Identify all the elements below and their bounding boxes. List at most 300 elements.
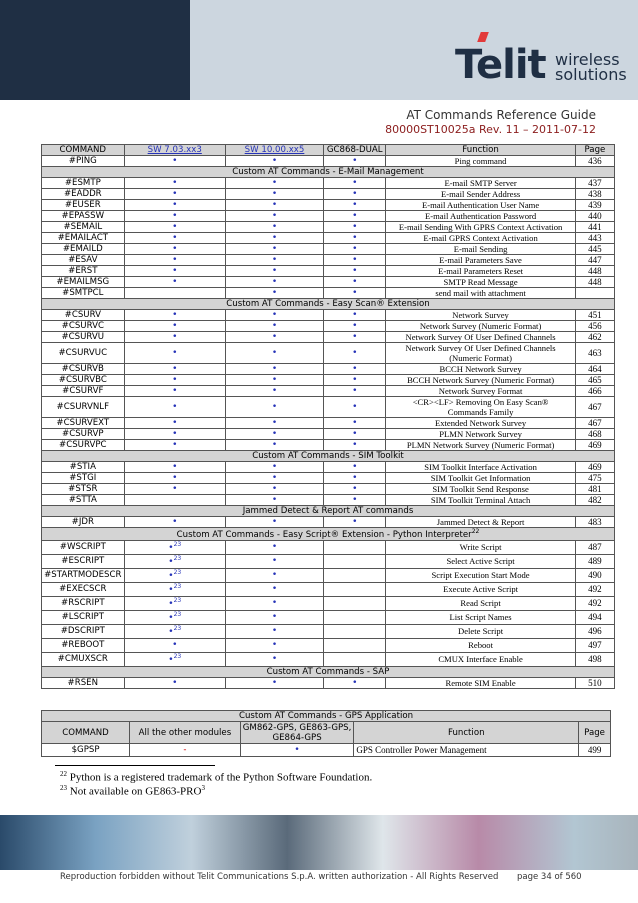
availability-dot: • — [225, 266, 323, 277]
availability-dot — [324, 540, 386, 554]
availability-dot: • — [324, 255, 386, 266]
page-cell: 437 — [575, 178, 614, 189]
page-cell: 441 — [575, 222, 614, 233]
function-cell: Write Script — [386, 540, 576, 554]
command-cell: #CSURV — [42, 310, 125, 321]
availability-dot: • — [324, 222, 386, 233]
table-row — [42, 624, 615, 638]
availability-dot: •$^{23}$ — [124, 652, 225, 666]
footer-page-number: page 34 of 560 — [517, 872, 582, 882]
function-cell: PLMN Network Survey — [386, 429, 576, 440]
availability-dot: • — [225, 310, 323, 321]
availability-dot: • — [225, 288, 323, 299]
function-cell: Select Active Script — [386, 554, 576, 568]
command-cell: #CSURVB — [42, 364, 125, 375]
availability-dot: • — [124, 200, 225, 211]
availability-dot: • — [225, 189, 323, 200]
logo-tagline: wireless solutions — [555, 50, 627, 84]
table-row — [42, 211, 615, 222]
function-cell: Extended Network Survey — [386, 418, 576, 429]
availability-cell: - — [130, 744, 241, 757]
page-cell: 443 — [575, 233, 614, 244]
page-cell: 438 — [575, 189, 614, 200]
function-cell: Read Script — [386, 596, 576, 610]
table-row — [42, 233, 615, 244]
availability-dot: •$^{23}$ — [124, 610, 225, 624]
page-cell: 440 — [575, 211, 614, 222]
function-cell: E-mail Authentication User Name — [386, 200, 576, 211]
availability-dot: • — [225, 677, 323, 688]
command-cell: #REBOOT — [42, 638, 125, 652]
function-cell: Network Survey — [386, 310, 576, 321]
availability-dot: • — [124, 677, 225, 688]
page-cell: 436 — [575, 156, 614, 167]
command-cell: #CSURVP — [42, 429, 125, 440]
command-cell: #ESCRIPT — [42, 554, 125, 568]
function-cell: E-mail Sending — [386, 244, 576, 255]
page-cell: 451 — [575, 310, 614, 321]
col-gc868: GC868-DUAL — [324, 145, 386, 156]
table-row — [42, 517, 615, 528]
function-cell: PLMN Network Survey (Numeric Format) — [386, 440, 576, 451]
table-row — [42, 473, 615, 484]
command-cell: #JDR — [42, 517, 125, 528]
footnote-22: $^{22}$ Python is a registered trademark of the Python Software Foundation. — [60, 770, 373, 784]
availability-dot: • — [124, 156, 225, 167]
section-header-row — [42, 299, 615, 310]
function-cell: GPS Controller Power Management — [354, 744, 579, 757]
page-cell: 456 — [575, 321, 614, 332]
availability-dot: • — [225, 277, 323, 288]
table-row — [42, 386, 615, 397]
function-cell: <CR><LF> Removing On Easy Scan® Commands Family — [386, 397, 576, 418]
page-cell: 462 — [575, 332, 614, 343]
availability-dot: • — [124, 375, 225, 386]
availability-dot: • — [225, 244, 323, 255]
availability-dot: • — [124, 178, 225, 189]
page-cell: 467 — [575, 418, 614, 429]
availability-dot — [324, 638, 386, 652]
page-cell: 465 — [575, 375, 614, 386]
availability-dot: •$^{23}$ — [124, 540, 225, 554]
command-cell: #DSCRIPT — [42, 624, 125, 638]
page-cell: 464 — [575, 364, 614, 375]
table-row — [42, 156, 615, 167]
table-row — [42, 554, 615, 568]
availability-dot: • — [124, 473, 225, 484]
logo-accent-icon — [477, 32, 489, 42]
availability-dot: • — [124, 462, 225, 473]
page-cell: 468 — [575, 429, 614, 440]
availability-dot: • — [124, 397, 225, 418]
availability-dot: • — [225, 440, 323, 451]
function-cell: Network Survey Of User Defined Channels (Numeric Format) — [386, 343, 576, 364]
availability-dot: • — [124, 484, 225, 495]
availability-dot: • — [225, 517, 323, 528]
command-cell: #CSURVF — [42, 386, 125, 397]
table-row — [42, 277, 615, 288]
page-cell: 448 — [575, 266, 614, 277]
command-cell: #STSR — [42, 484, 125, 495]
table-row — [42, 638, 615, 652]
command-cell: #PING — [42, 156, 125, 167]
page-cell: 445 — [575, 244, 614, 255]
availability-dot: • — [225, 568, 323, 582]
availability-dot: •$^{23}$ — [124, 568, 225, 582]
command-cell: #CMUXSCR — [42, 652, 125, 666]
availability-dot: •$^{23}$ — [124, 582, 225, 596]
availability-dot: • — [124, 332, 225, 343]
availability-dot: • — [225, 255, 323, 266]
table-row — [42, 418, 615, 429]
page-cell: 487 — [575, 540, 614, 554]
availability-dot — [324, 596, 386, 610]
table-row — [42, 343, 615, 364]
command-cell: #CSURVNLF — [42, 397, 125, 418]
section-header-row — [42, 666, 615, 677]
availability-dot: • — [225, 554, 323, 568]
logo-text: Telit — [455, 42, 546, 88]
availability-dot: • — [124, 222, 225, 233]
command-cell: #STIA — [42, 462, 125, 473]
table-row — [42, 610, 615, 624]
page-cell: 489 — [575, 554, 614, 568]
col-sw-703[interactable]: SW 7.03.xx3 — [124, 145, 225, 156]
page-cell: 439 — [575, 200, 614, 211]
document-title: AT Commands Reference Guide — [406, 108, 596, 122]
availability-dot: •$^{23}$ — [124, 596, 225, 610]
availability-dot: • — [225, 473, 323, 484]
function-cell: E-mail SMTP Server — [386, 178, 576, 189]
availability-dot: •$^{23}$ — [124, 624, 225, 638]
telit-logo — [455, 28, 625, 88]
availability-dot: • — [225, 178, 323, 189]
availability-dot: • — [225, 429, 323, 440]
function-cell: E-mail GPRS Context Activation — [386, 233, 576, 244]
availability-dot: • — [240, 744, 354, 757]
function-cell: Ping command — [386, 156, 576, 167]
page-cell: 467 — [575, 397, 614, 418]
availability-dot: • — [324, 440, 386, 451]
command-cell: #STARTMODESCR — [42, 568, 125, 582]
table-row — [42, 744, 611, 757]
availability-dot: • — [324, 364, 386, 375]
availability-dot: • — [324, 211, 386, 222]
availability-dot: • — [324, 677, 386, 688]
function-cell: send mail with attachment — [386, 288, 576, 299]
availability-dot: • — [124, 321, 225, 332]
col-function: Function — [386, 145, 576, 156]
table-row — [42, 440, 615, 451]
table-row — [42, 244, 615, 255]
table-row — [42, 495, 615, 506]
col-command: COMMAND — [42, 145, 125, 156]
availability-dot: • — [124, 244, 225, 255]
table-row — [42, 652, 615, 666]
page-cell: 466 — [575, 386, 614, 397]
function-cell: Script Execution Start Mode — [386, 568, 576, 582]
availability-dot: • — [324, 277, 386, 288]
availability-dot: • — [225, 332, 323, 343]
availability-dot: • — [225, 652, 323, 666]
availability-dot: • — [324, 343, 386, 364]
availability-dot — [324, 610, 386, 624]
table-row — [42, 332, 615, 343]
availability-dot: • — [124, 277, 225, 288]
page-cell: 463 — [575, 343, 614, 364]
availability-dot: • — [324, 473, 386, 484]
function-cell: E-mail Sender Address — [386, 189, 576, 200]
availability-dot: • — [324, 200, 386, 211]
section-header-row — [42, 167, 615, 178]
availability-dot — [324, 554, 386, 568]
col-gps-modules: GM862-GPS, GE863-GPS, GE864-GPS — [240, 722, 354, 744]
section-header-row — [42, 528, 615, 541]
availability-dot: • — [124, 429, 225, 440]
page-cell: 481 — [575, 484, 614, 495]
command-cell: #CSURVBC — [42, 375, 125, 386]
availability-dot: • — [225, 462, 323, 473]
availability-dot: • — [225, 596, 323, 610]
page-cell: 447 — [575, 255, 614, 266]
availability-dot: • — [324, 321, 386, 332]
page-cell: 492 — [575, 582, 614, 596]
footer-copyright: Reproduction forbidden without Telit Communications S.p.A. written authorization - All Rights Reserved — [60, 872, 499, 882]
page-cell: 469 — [575, 462, 614, 473]
page-cell: 490 — [575, 568, 614, 582]
function-cell: Reboot — [386, 638, 576, 652]
commands-table — [41, 144, 615, 689]
function-cell: BCCH Network Survey (Numeric Format) — [386, 375, 576, 386]
table-row — [42, 397, 615, 418]
command-cell: #EMAILACT — [42, 233, 125, 244]
availability-dot: • — [225, 624, 323, 638]
command-cell: #SMTPCL — [42, 288, 125, 299]
section-title: Custom AT Commands - SAP — [42, 666, 615, 677]
table-row — [42, 364, 615, 375]
page-cell: 494 — [575, 610, 614, 624]
availability-dot: • — [124, 343, 225, 364]
availability-dot: • — [225, 540, 323, 554]
table-row — [42, 288, 615, 299]
page-cell: 499 — [579, 744, 611, 757]
header-dark-panel — [0, 0, 190, 100]
function-cell: E-mail Parameters Save — [386, 255, 576, 266]
function-cell: Execute Active Script — [386, 582, 576, 596]
section-header-row — [42, 451, 615, 462]
availability-dot: • — [225, 343, 323, 364]
availability-dot: • — [124, 266, 225, 277]
availability-dot: • — [225, 364, 323, 375]
command-cell: #LSCRIPT — [42, 610, 125, 624]
function-cell: BCCH Network Survey — [386, 364, 576, 375]
availability-dot: •$^{23}$ — [124, 554, 225, 568]
availability-dot — [124, 288, 225, 299]
command-cell: #CSURVEXT — [42, 418, 125, 429]
function-cell: CMUX Interface Enable — [386, 652, 576, 666]
command-cell: #EMAILMSG — [42, 277, 125, 288]
function-cell: E-mail Parameters Reset — [386, 266, 576, 277]
availability-dot: • — [324, 386, 386, 397]
availability-dot: • — [324, 266, 386, 277]
availability-dot: • — [324, 418, 386, 429]
command-cell: #EUSER — [42, 200, 125, 211]
function-cell: Jammed Detect & Report — [386, 517, 576, 528]
section-header-row — [42, 506, 615, 517]
function-cell: Network Survey Of User Defined Channels — [386, 332, 576, 343]
page-cell: 496 — [575, 624, 614, 638]
availability-dot: • — [225, 375, 323, 386]
availability-dot: • — [225, 397, 323, 418]
function-cell: Network Survey (Numeric Format) — [386, 321, 576, 332]
command-cell: $GPSP — [42, 744, 130, 757]
function-cell: Network Survey Format — [386, 386, 576, 397]
footnote-divider — [55, 765, 215, 766]
availability-dot: • — [324, 375, 386, 386]
availability-dot — [324, 568, 386, 582]
table-row — [42, 582, 615, 596]
page-cell: 483 — [575, 517, 614, 528]
function-cell: E-mail Sending With GPRS Context Activation — [386, 222, 576, 233]
availability-dot: • — [124, 638, 225, 652]
table-row — [42, 462, 615, 473]
availability-dot: • — [324, 462, 386, 473]
availability-dot: • — [324, 484, 386, 495]
section-title: Custom AT Commands - Easy Script® Extension - Python Interpreter$^{22}$ — [42, 528, 615, 541]
col-function: Function — [354, 722, 579, 744]
command-cell: #EXECSCR — [42, 582, 125, 596]
function-cell: SIM Toolkit Get Information — [386, 473, 576, 484]
availability-dot: • — [124, 517, 225, 528]
availability-dot: • — [324, 233, 386, 244]
command-cell: #STTA — [42, 495, 125, 506]
table-row — [42, 596, 615, 610]
section-title: Custom AT Commands - Easy Scan® Extension — [42, 299, 615, 310]
availability-dot: • — [225, 610, 323, 624]
command-cell: #EPASSW — [42, 211, 125, 222]
command-cell: #STGI — [42, 473, 125, 484]
availability-dot: • — [124, 211, 225, 222]
command-cell: #SEMAIL — [42, 222, 125, 233]
availability-dot: • — [225, 321, 323, 332]
availability-dot: • — [124, 255, 225, 266]
availability-dot: • — [324, 332, 386, 343]
availability-dot: • — [225, 233, 323, 244]
function-cell: SIM Toolkit Interface Activation — [386, 462, 576, 473]
function-cell: Delete Script — [386, 624, 576, 638]
col-other-modules: All the other modules — [130, 722, 241, 744]
page-cell: 492 — [575, 596, 614, 610]
availability-dot: • — [324, 288, 386, 299]
availability-dot: • — [124, 386, 225, 397]
availability-dot: • — [324, 244, 386, 255]
function-cell: SIM Toolkit Terminal Attach — [386, 495, 576, 506]
footnote-23: $^{23}$ Not available on GE863-PRO$^3$ — [60, 784, 205, 798]
section-title: Custom AT Commands - E-Mail Management — [42, 167, 615, 178]
col-page: Page — [579, 722, 611, 744]
availability-dot — [124, 495, 225, 506]
availability-dot: • — [324, 517, 386, 528]
command-cell: #ERST — [42, 266, 125, 277]
table-row — [42, 310, 615, 321]
table-row — [42, 178, 615, 189]
availability-dot: • — [124, 364, 225, 375]
command-cell: #EMAILD — [42, 244, 125, 255]
availability-dot: • — [124, 310, 225, 321]
col-page: Page — [575, 145, 614, 156]
gps-section-header: Custom AT Commands - GPS Application — [42, 711, 611, 722]
availability-dot: • — [124, 440, 225, 451]
availability-dot: • — [225, 495, 323, 506]
command-cell: #WSCRIPT — [42, 540, 125, 554]
availability-dot: • — [324, 178, 386, 189]
command-cell: #EADDR — [42, 189, 125, 200]
command-cell: #CSURVC — [42, 321, 125, 332]
table-row — [42, 540, 615, 554]
availability-dot: • — [324, 310, 386, 321]
availability-dot: • — [324, 495, 386, 506]
table-row — [42, 484, 615, 495]
availability-dot: • — [225, 582, 323, 596]
availability-dot — [324, 582, 386, 596]
gps-table — [41, 710, 611, 757]
availability-dot — [324, 652, 386, 666]
table-row — [42, 266, 615, 277]
function-cell: SIM Toolkit Send Response — [386, 484, 576, 495]
table-row — [42, 222, 615, 233]
page-cell: 448 — [575, 277, 614, 288]
table-row — [42, 189, 615, 200]
table-header-row — [42, 145, 615, 156]
availability-dot: • — [124, 189, 225, 200]
footer-photo-strip — [0, 815, 638, 870]
availability-dot: • — [225, 222, 323, 233]
command-cell: #CSURVPC — [42, 440, 125, 451]
command-cell: #ESAV — [42, 255, 125, 266]
page-cell: 469 — [575, 440, 614, 451]
command-cell: #RSCRIPT — [42, 596, 125, 610]
section-title: Custom AT Commands - SIM Toolkit — [42, 451, 615, 462]
availability-dot: • — [324, 429, 386, 440]
function-cell: E-mail Authentication Password — [386, 211, 576, 222]
table-row — [42, 375, 615, 386]
availability-dot: • — [225, 638, 323, 652]
table-row — [42, 321, 615, 332]
availability-dot: • — [225, 484, 323, 495]
page-cell — [575, 288, 614, 299]
availability-dot: • — [225, 211, 323, 222]
table-row — [42, 200, 615, 211]
document-subtitle: 80000ST10025a Rev. 11 – 2011-07-12 — [385, 123, 596, 136]
section-title: Jammed Detect & Report AT commands — [42, 506, 615, 517]
col-sw-1000[interactable]: SW 10.00.xx5 — [225, 145, 323, 156]
availability-dot: • — [324, 189, 386, 200]
command-cell: #CSURVU — [42, 332, 125, 343]
availability-dot: • — [124, 418, 225, 429]
table-row — [42, 255, 615, 266]
function-cell: SMTP Read Message — [386, 277, 576, 288]
col-command: COMMAND — [42, 722, 130, 744]
availability-dot: • — [225, 156, 323, 167]
availability-dot: • — [225, 200, 323, 211]
availability-dot: • — [225, 418, 323, 429]
page-cell: 482 — [575, 495, 614, 506]
table-row — [42, 429, 615, 440]
page-cell: 475 — [575, 473, 614, 484]
availability-dot: • — [225, 386, 323, 397]
function-cell: Remote SIM Enable — [386, 677, 576, 688]
page-cell: 510 — [575, 677, 614, 688]
